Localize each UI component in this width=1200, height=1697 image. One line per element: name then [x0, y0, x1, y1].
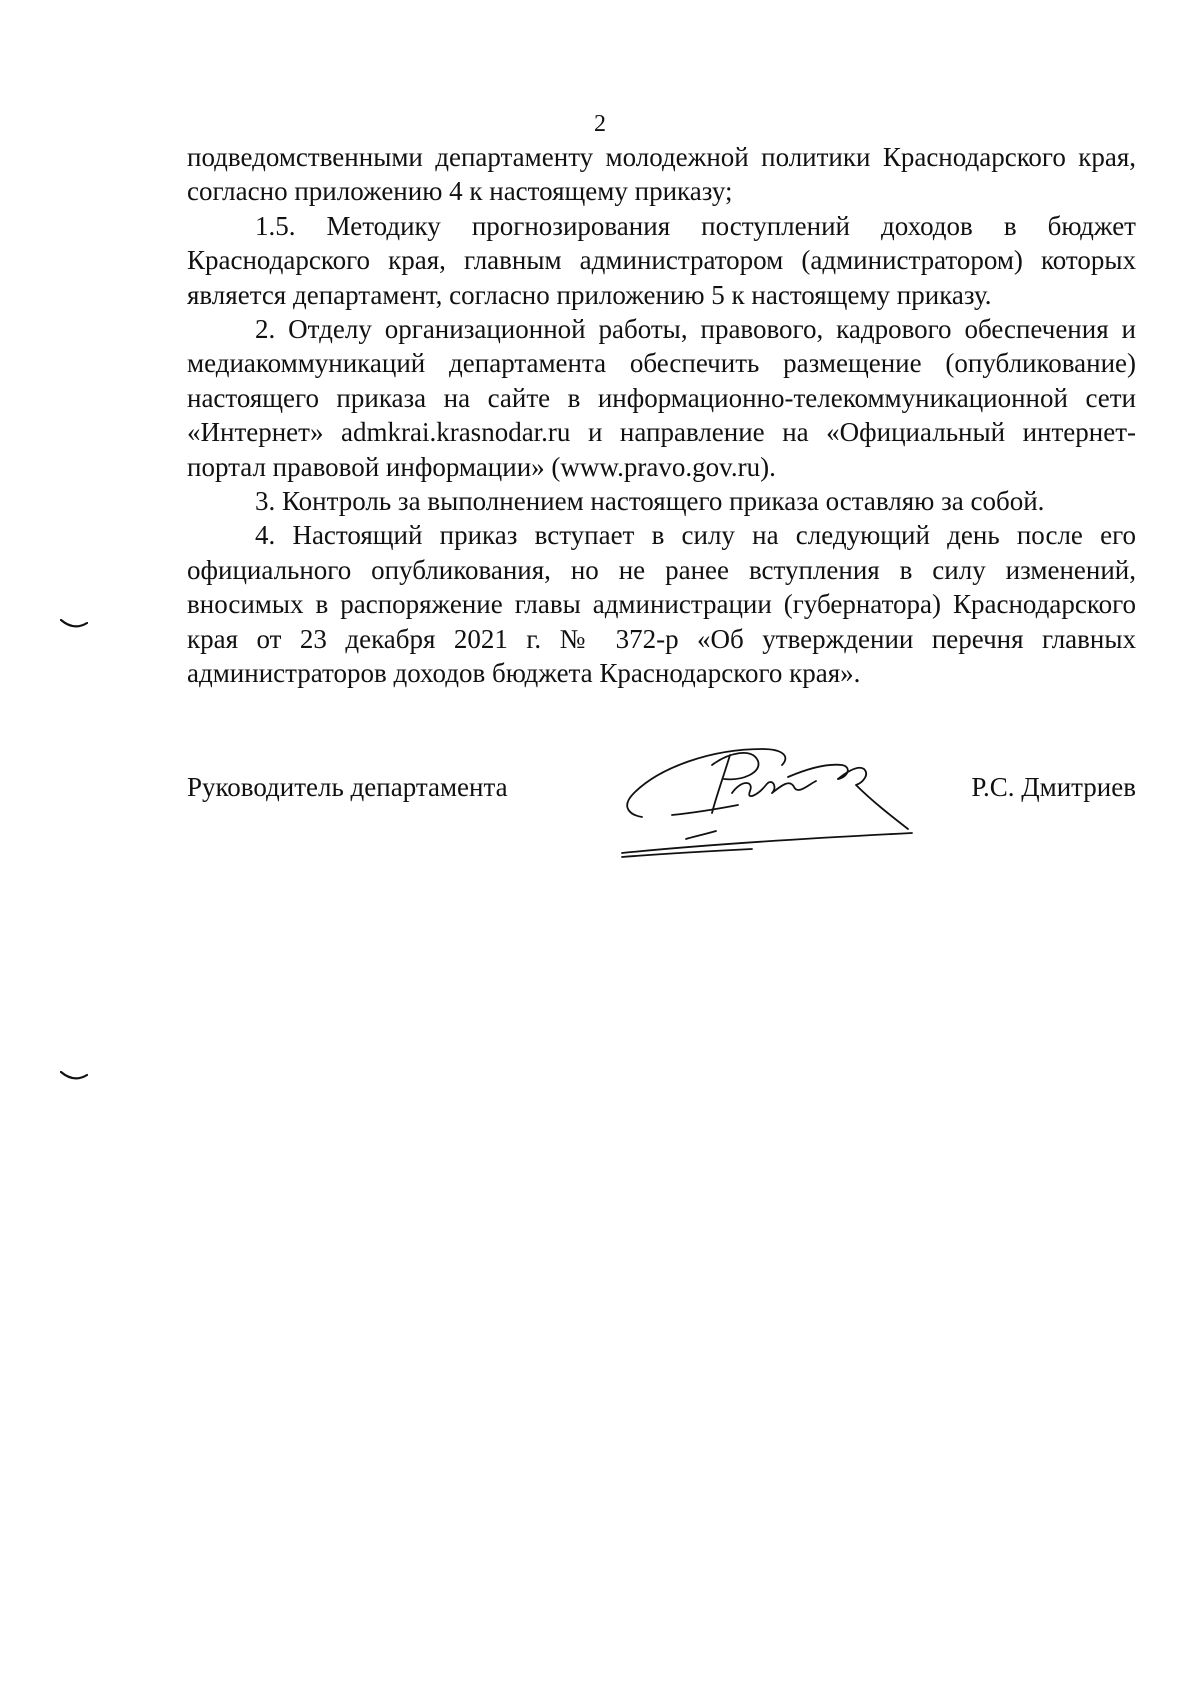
signature-block [187, 770, 1136, 810]
signatory-name: Р.С. Дмитриев [971, 772, 1136, 802]
paragraph-item-2: 2. Отделу организационной работы, правового, кадрового обеспечения и медиакоммуникаций департамента обеспечить размещение (опубликование) настоящего приказа на сайте в информационно-телекоммуникационной сети «Интернет» admkrai.krasnodar.ru и направление на «Официальный интернет-портал правовой информации» (www.pravo.gov.ru). [187, 314, 1136, 482]
page-number: 2 [594, 111, 606, 137]
paragraph-continuation: подведомственными департаменту молодежной политики Краснодарского края, согласно приложению 4 к настоящему приказу; [187, 142, 1136, 207]
binding-mark-upper [60, 617, 88, 631]
paragraph-item-1-5: 1.5. Методику прогнозирования поступлений доходов в бюджет Краснодарского края, главным администратором (администратором) которых является департамент, согласно приложению 5 к настоящему приказу. [187, 210, 1136, 310]
document-body [187, 140, 1136, 691]
signatory-position: Руководитель департамента [187, 772, 508, 802]
paragraph-item-4: 4. Настоящий приказ вступает в силу на следующий день после его официального опубликования, но не ранее вступления в силу изменений, вносимых в распоряжение главы администрации (губернатора) Краснодарского края от 23 декабря 2021 г. № 372-р «Об утверждении перечня главных администраторов доходов бюджета Краснодарского края». [187, 520, 1136, 689]
binding-mark-lower [60, 1069, 88, 1083]
paragraph-item-3: 3. Контроль за выполнением настоящего приказа оставляю за собой. [255, 486, 1045, 517]
